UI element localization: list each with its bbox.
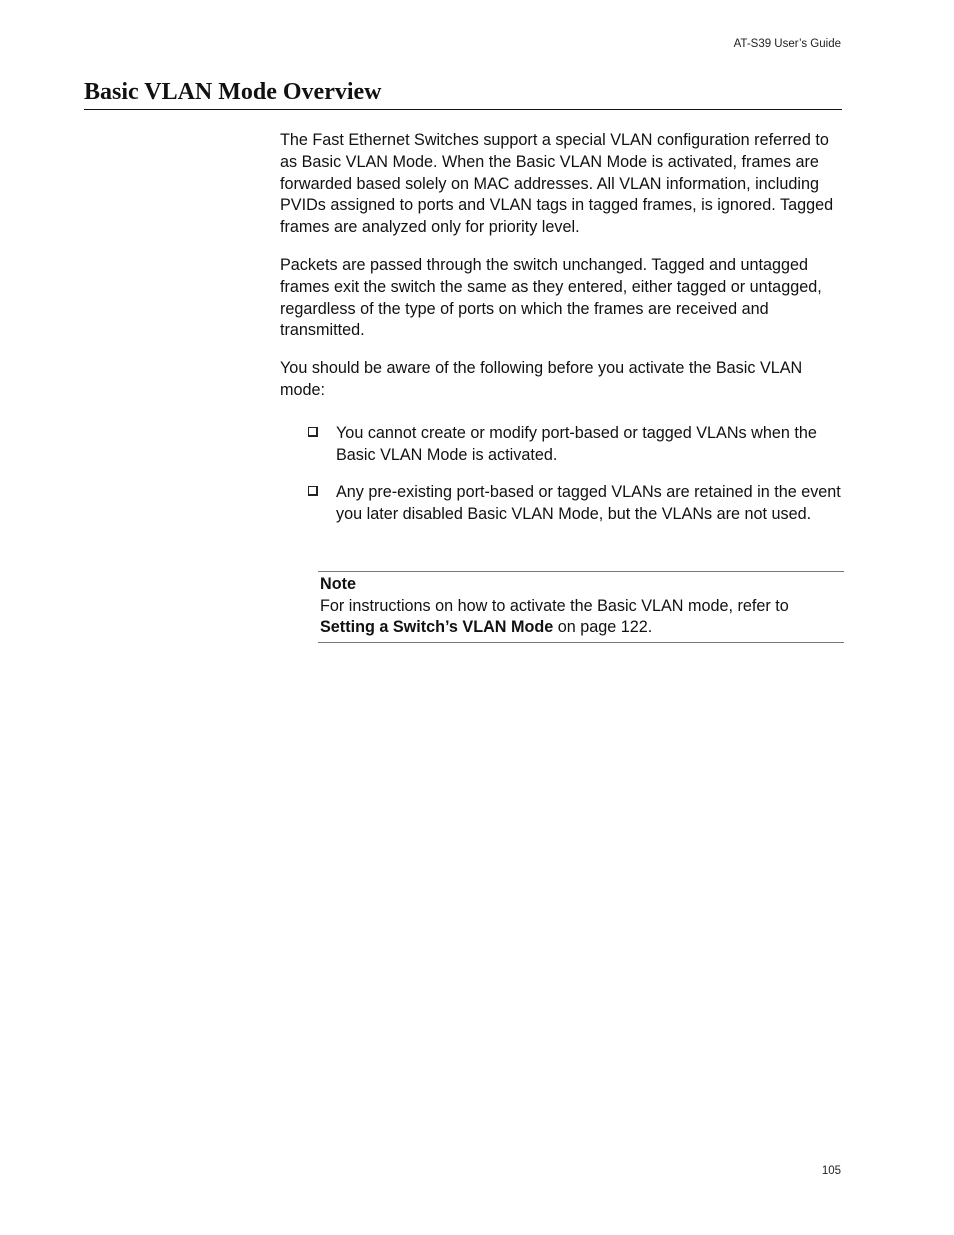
note-cross-reference[interactable]: Setting a Switch’s VLAN Mode: [320, 618, 554, 636]
paragraph-awareness: You should be aware of the following before you activate the Basic VLAN mode:: [280, 359, 803, 399]
running-header: AT-S39 User’s Guide: [733, 38, 841, 50]
section-title: Basic VLAN Mode Overview: [84, 77, 842, 110]
body-text: [280, 130, 842, 542]
note-body: [320, 596, 844, 639]
list-item: [280, 423, 842, 467]
list-item: [280, 482, 842, 526]
checkbox-bullet-icon: [308, 486, 318, 496]
note-page-ref: on page 122.: [553, 618, 653, 636]
note-box: [318, 571, 844, 643]
note-heading: Note: [320, 575, 356, 593]
list-item-text: You cannot create or modify port-based or tagged VLANs when the Basic VLAN Mode is activated.: [336, 423, 817, 464]
note-text: For instructions on how to activate the Basic VLAN mode, refer to: [320, 596, 789, 615]
paragraph-intro: The Fast Ethernet Switches support a special VLAN configuration referred to as Basic VLAN Mode. When the Basic VLAN Mode is activated, frames are forwarded based solely on MAC addresses. All VLAN information, including PVIDs assigned to ports and VLAN tags in tagged frames, is ignored. Tagged frames are analyzed only for priority level.: [280, 131, 834, 237]
bullet-list: [280, 423, 842, 526]
paragraph-packets: Packets are passed through the switch unchanged. Tagged and untagged frames exit the switch the same as they entered, either tagged or untagged, regardless of the type of ports on which the frames are received and transmitted.: [280, 255, 822, 340]
list-item-text: Any pre-existing port-based or tagged VLANs are retained in the event you later disabled Basic VLAN Mode, but the VLANs are not used.: [336, 483, 841, 524]
page-number: 105: [821, 1165, 841, 1177]
checkbox-bullet-icon: [308, 427, 318, 437]
